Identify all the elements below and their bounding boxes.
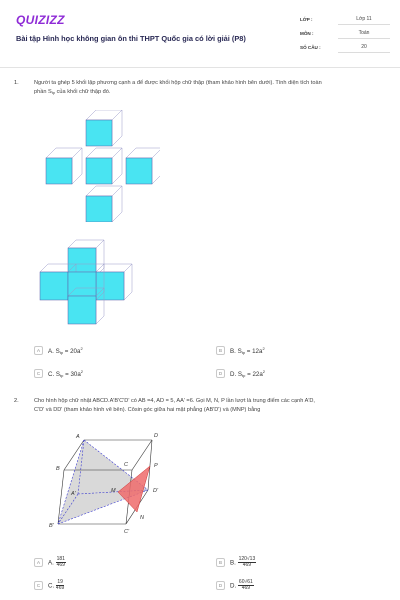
option-letter-box: D [216,581,225,590]
meta-panel [300,12,390,54]
meta-value: Lớp 11 [338,13,390,25]
option-b[interactable] [216,346,265,355]
meta-row-count [300,40,390,54]
cube-side-face [72,148,82,184]
cube-side-face [112,110,122,146]
cube-front-face [126,158,152,184]
option-letter-box: A [34,558,43,567]
option-b[interactable] [216,557,256,569]
option-a[interactable] [34,557,66,569]
option-text [48,557,66,569]
text-part: = 12a [245,348,263,355]
option-text [48,580,64,592]
fraction [238,580,254,592]
option-letter-box: C [34,581,43,590]
option-letter-box: B [216,346,225,355]
question-number: 1. [14,80,19,86]
meta-row-class [300,12,390,26]
option-text [230,580,254,592]
label-m: M [111,488,116,494]
text-part: D. S [230,371,243,378]
label-a1: A' [71,491,76,497]
numerator: 60√61 [238,579,253,585]
page-title: Bài tập Hình học không gian ôn thi THPT Quốc gia có lời giải (P8) [16,34,246,43]
cube-front-face [40,272,68,300]
question-text-line: C'D' và DD' (tham khảo hình vẽ bên). Côsin góc giữa hai mặt phẳng (AB'D') và (MNP) bằng [34,406,261,413]
option-letter-box: D [216,369,225,378]
label-n: N [140,515,144,521]
option-text [230,557,256,569]
text-part: A. [48,559,54,567]
text-part: C. [48,582,55,590]
quizizz-logo: QUIZIZZ [16,13,65,27]
superscript: 2 [262,346,265,351]
option-d[interactable] [216,369,265,378]
meta-row-subject [300,26,390,40]
cube-side-face [112,148,122,184]
option-c[interactable] [34,369,83,378]
option-text [48,369,83,378]
cube-front-face [86,158,112,184]
worksheet-header [0,0,400,68]
question-text [34,79,379,97]
text-part: = 20a [63,348,81,355]
meta-value: 20 [338,41,390,53]
text-part: A. S [48,348,60,355]
numerator: 181 [56,556,65,562]
label-p: P [154,463,158,469]
label-a: A [76,434,80,440]
cube-front-face [68,296,96,324]
label-d1: D' [153,488,159,494]
numerator: 19 [57,579,63,585]
text-part: B. S [230,348,242,355]
subscript: tp [60,373,64,378]
option-d[interactable] [216,580,254,592]
label-b1: B' [49,523,54,529]
cube-top-face [86,110,122,120]
subscript: tp [51,89,56,95]
label-c: C [124,462,128,468]
text-part: của khối chữ thập đó. [55,88,111,95]
meta-value: Toán [338,27,390,39]
option-letter-box: A [34,346,43,355]
question-text-line [34,88,379,98]
subscript: tp [242,373,246,378]
subscript: tp [241,350,246,355]
cross-cubes-exploded-figure [40,110,160,222]
label-b: B [56,466,60,472]
option-a[interactable] [34,346,83,355]
denominator: 469 [56,562,65,569]
label-d: D [154,433,158,439]
cube-front-face [86,120,112,146]
edge [132,440,152,470]
cube-front-face [86,196,112,222]
superscript: 2 [262,369,266,374]
option-letter-box: B [216,558,225,567]
cube-top-face [86,186,122,196]
cube-top-face [86,148,122,158]
denominator: 469 [55,585,65,592]
cube-front-face [46,158,72,184]
label-c1: C' [124,529,130,535]
rectangular-box-figure [40,426,180,544]
cube-top-face [126,148,160,158]
option-c[interactable] [34,580,64,592]
question-text-line: Cho hình hộp chữ nhật ABCD.A'B'C'D' có AB =4, AD = 5, AA' =6. Gọi M, N, P lần lượt là trung điểm các cạnh A'D, [34,398,315,404]
meta-label: MÔN : [300,30,314,36]
subscript: tp [59,350,64,355]
fraction [238,557,257,569]
question-number: 2. [14,398,19,404]
text-part: = 22a [245,371,263,378]
edge [148,440,152,490]
denominator: 469 [241,585,251,592]
cube-side-face [152,148,160,184]
question-text [34,397,379,414]
option-text [230,369,265,378]
option-letter-box: C [34,369,43,378]
option-text [230,346,265,355]
cube-top-face [68,240,104,248]
cube-side-face [112,186,122,222]
cube-top-face [46,148,82,158]
text-part: D. [230,582,237,590]
numerator: 120√13 [238,556,256,562]
meta-label: SỐ CÂU : [300,44,321,50]
text-part: = 30a [63,371,81,378]
fraction [56,580,64,592]
option-text [48,346,83,355]
meta-label: LỚP : [300,16,313,22]
denominator: 469 [242,562,252,569]
question-text-line: Người ta ghép 5 khối lập phương cạnh a để được khối hộp chữ thập (tham khảo hình bên dưới). Tính diện tích toàn [34,80,322,86]
text-part: C. S [48,371,61,378]
text-part: phần S [34,88,52,95]
superscript: 2 [80,346,83,351]
cross-cubes-assembled-figure [34,238,138,330]
fraction [56,557,66,569]
cube-side-face [124,264,132,300]
superscript: 2 [80,369,84,374]
text-part: B. [230,559,236,567]
